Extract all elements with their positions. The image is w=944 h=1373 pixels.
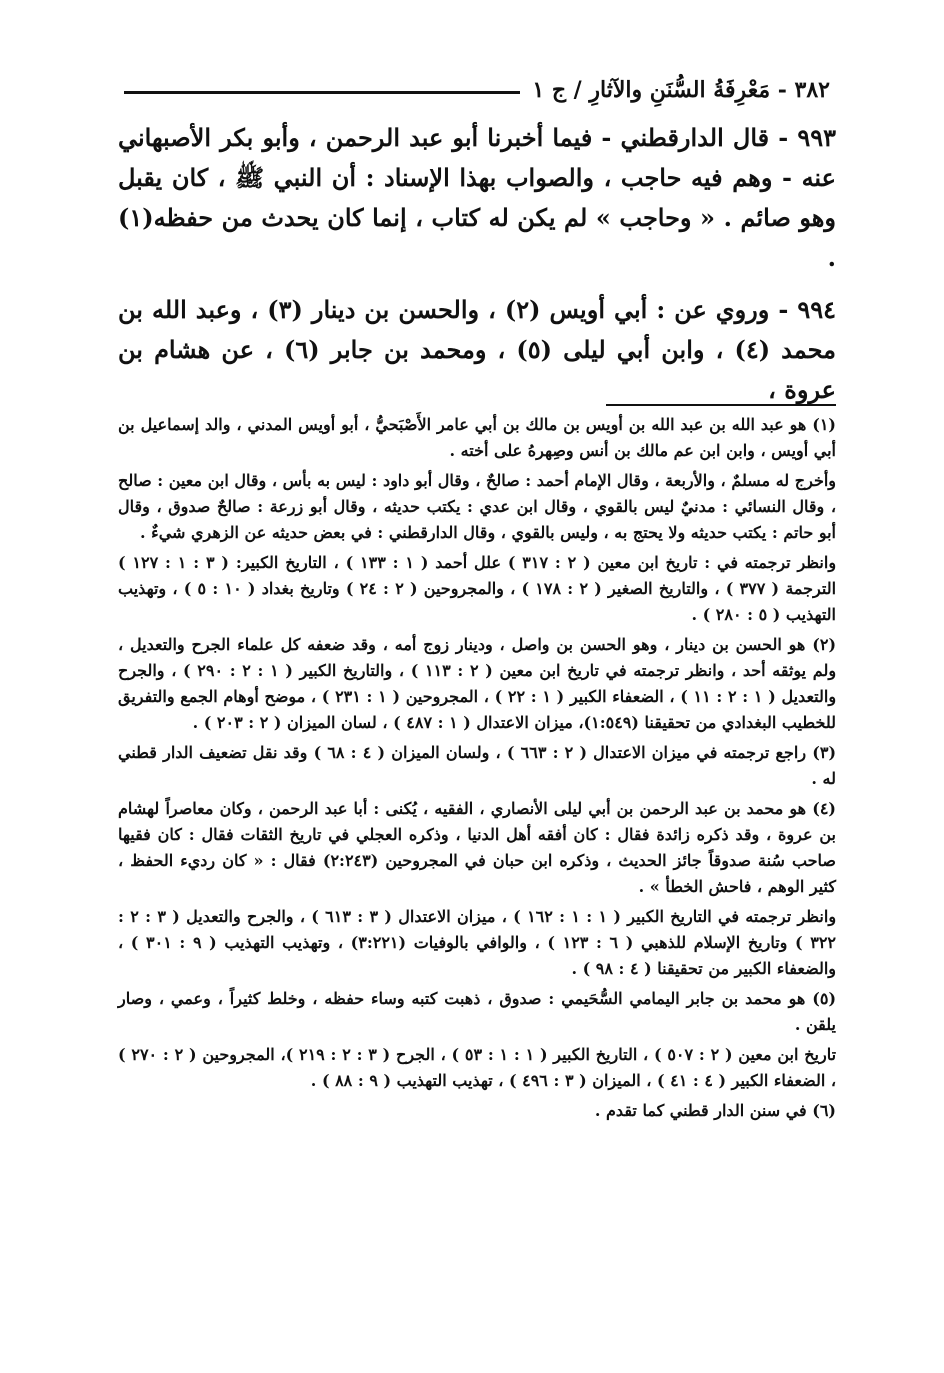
footnote-3: (٣) راجع ترجمته في ميزان الاعتدال ( ٢ : ٦٦٣ ) ، ولسان الميزان ( ٤ : ٦٨ ) وقد نقل تضعيف الدار قطني له . bbox=[118, 743, 837, 788]
footnote-1-continued: وأخرج له مسلمٌ ، والأربعة ، وقال الإمام أحمد : صالحٌ ، وقال أبو داود : ليس به بأس ، وقال ابن معين : صالح ، وقال النسائي : مدنيٌ ليس بالقوي ، وقال ابن عدي : يكتب حديثه ، وقال أبو زرعة : صالحٌ صدوق ، وقال أبو حاتم : يكتب حديثه ولا يحتج به ، وليس بالقوي ، وقال الدارقطني : في بعض حديثه عن الزهري شيءٌ . bbox=[118, 471, 836, 542]
footnote-1-references: وانظر ترجمته في : تاريخ ابن معين ( ٢ : ٣١٧ ) علل أحمد ( ١ : ١٣٣ ) ، التاريخ الكبير: ( ٣ : ١ : ١٢٧ ) الترجمة ( ٣٧٧ ) ، والتاريخ الصغير ( ٢ : ١٧٨ ) ، والمجروحين ( ٢ : ٢٤ ) وتاريخ بغداد ( ١٠ : ٥ ) ، وتهذيب التهذيب ( ٥ : ٢٨٠ ) . bbox=[118, 553, 837, 624]
footnote-4: (٤) هو محمد بن عبد الرحمن بن أبي ليلى الأنصاري ، الفقيه ، يُكنى : أبا عبد الرحمن ، وكان معاصراً لهشام بن عروة ، وقد ذكره زائدة فقال : كان أفقه أهل الدنيا ، وذكره العجلي في تاريخ الثقات فقال : كان فقيها صاحب سُنة صدوقاً جائز الحديث ، وذكره ابن حبان في المجروحين (٢:٢٤٣) فقال : « كان رديء الحفظ ، كثير الوهم ، فاحش الخطأ » . bbox=[118, 799, 837, 896]
hadith-993-paragraph: ٩٩٣ - قال الدارقطني - فيما أخبرنا أبو عبد الرحمن ، وأبو بكر الأصبهاني عنه - وهم فيه حاجب ، والصواب بهذا الإسناد : أن النبي ﷺ ، كان يقبل وهو صائم . « وحاجب » لم يكن له كتاب ، إنما كان يحدث من حفظه(١) . bbox=[118, 123, 836, 272]
footnote-1: (١) هو عبد الله بن عبد الله بن أويس بن مالك بن أبي عامر الأَصْبَحيُّ ، أبو أويس المدني ، والد إسماعيل بن أبي أويس ، وابن ابن عم مالك بن أنس وصِهرهُ على أخته . bbox=[118, 415, 836, 460]
page-header bbox=[124, 66, 830, 114]
footnote-5: (٥) هو محمد بن جابر اليمامي السُّحَيمي : صدوق ، ذهبت كتبه وساء حفظه ، وخلط كثيراً ، وعمي ، وصار يلقن . bbox=[118, 989, 837, 1034]
main-text bbox=[118, 118, 836, 422]
footnote-separator bbox=[606, 404, 836, 406]
header-rule bbox=[124, 91, 520, 94]
footnote-2: (٢) هو الحسن بن دينار ، وهو الحسن بن واصل ، ودينار زوج أمه ، وقد ضعفه كل علماء الجرح والتعديل ، ولم يوثقه أحد ، وانظر ترجمته في تاريخ ابن معين ( ٢ : ١١٣ ) ، والتاريخ الكبير ( ١ : ٢ : ٢٩٠ ) ، والجرح والتعديل ( ١ : ٢ : ١١ ) ، الضعفاء الكبير ( ١ : ٢٢ ) ، المجروحين ( ١ : ٢٣١ ) ، موضح أوهام الجمع والتفريق للخطيب البغدادي من تحقيقنا (١:٥٤٩)، ميزان الاعتدال ( ١ : ٤٨٧ ) ، لسان الميزان ( ٢ : ٢٠٣ ) . bbox=[118, 635, 837, 732]
hadith-994-paragraph: ٩٩٤ - وروي عن : أبي أويس (٢) ، والحسن بن دينار (٣) ، وعبد الله بن محمد (٤) ، وابن أبي ليلى (٥) ، ومحمد بن جابر (٦) ، عن هشام بن عروة ، bbox=[118, 295, 837, 404]
footnote-4-references: وانظر ترجمته في التاريخ الكبير ( ١ : ١ : ١٦٢ ) ، ميزان الاعتدال ( ٣ : ٦١٣ ) ، والجرح والتعديل ( ٣ : ٢ : ٣٢٢ ) وتاريخ الإسلام للذهبي ( ٦ : ١٢٣ ) ، والوافي بالوفيات (٣:٢٢١) ، وتهذيب التهذيب ( ٩ : ٣٠١ ) ، والضعفاء الكبير من تحقيقنا ( ٤ : ٩٨ ) . bbox=[118, 907, 837, 978]
footnote-6: (٦) في سنن الدار قطني كما تقدم . bbox=[594, 1101, 836, 1120]
running-title: ٣٨٢ - مَعْرِفَةُ السُّنَنِ والآثارِ / ج ١ bbox=[532, 77, 830, 103]
footnote-5-references: تاريخ ابن معين ( ٢ : ٥٠٧ ) ، التاريخ الكبير ( ١ : ١ : ٥٣ ) ، الجرح ( ٣ : ٢ : ٢١٩ )، المجروحين ( ٢ : ٢٧٠ ) ، الضعفاء الكبير ( ٤ : ٤١ ) ، الميزان ( ٣ : ٤٩٦ ) ، تهذيب التهذيب ( ٩ : ٨٨ ) . bbox=[118, 1045, 837, 1090]
footnotes bbox=[118, 412, 836, 1128]
